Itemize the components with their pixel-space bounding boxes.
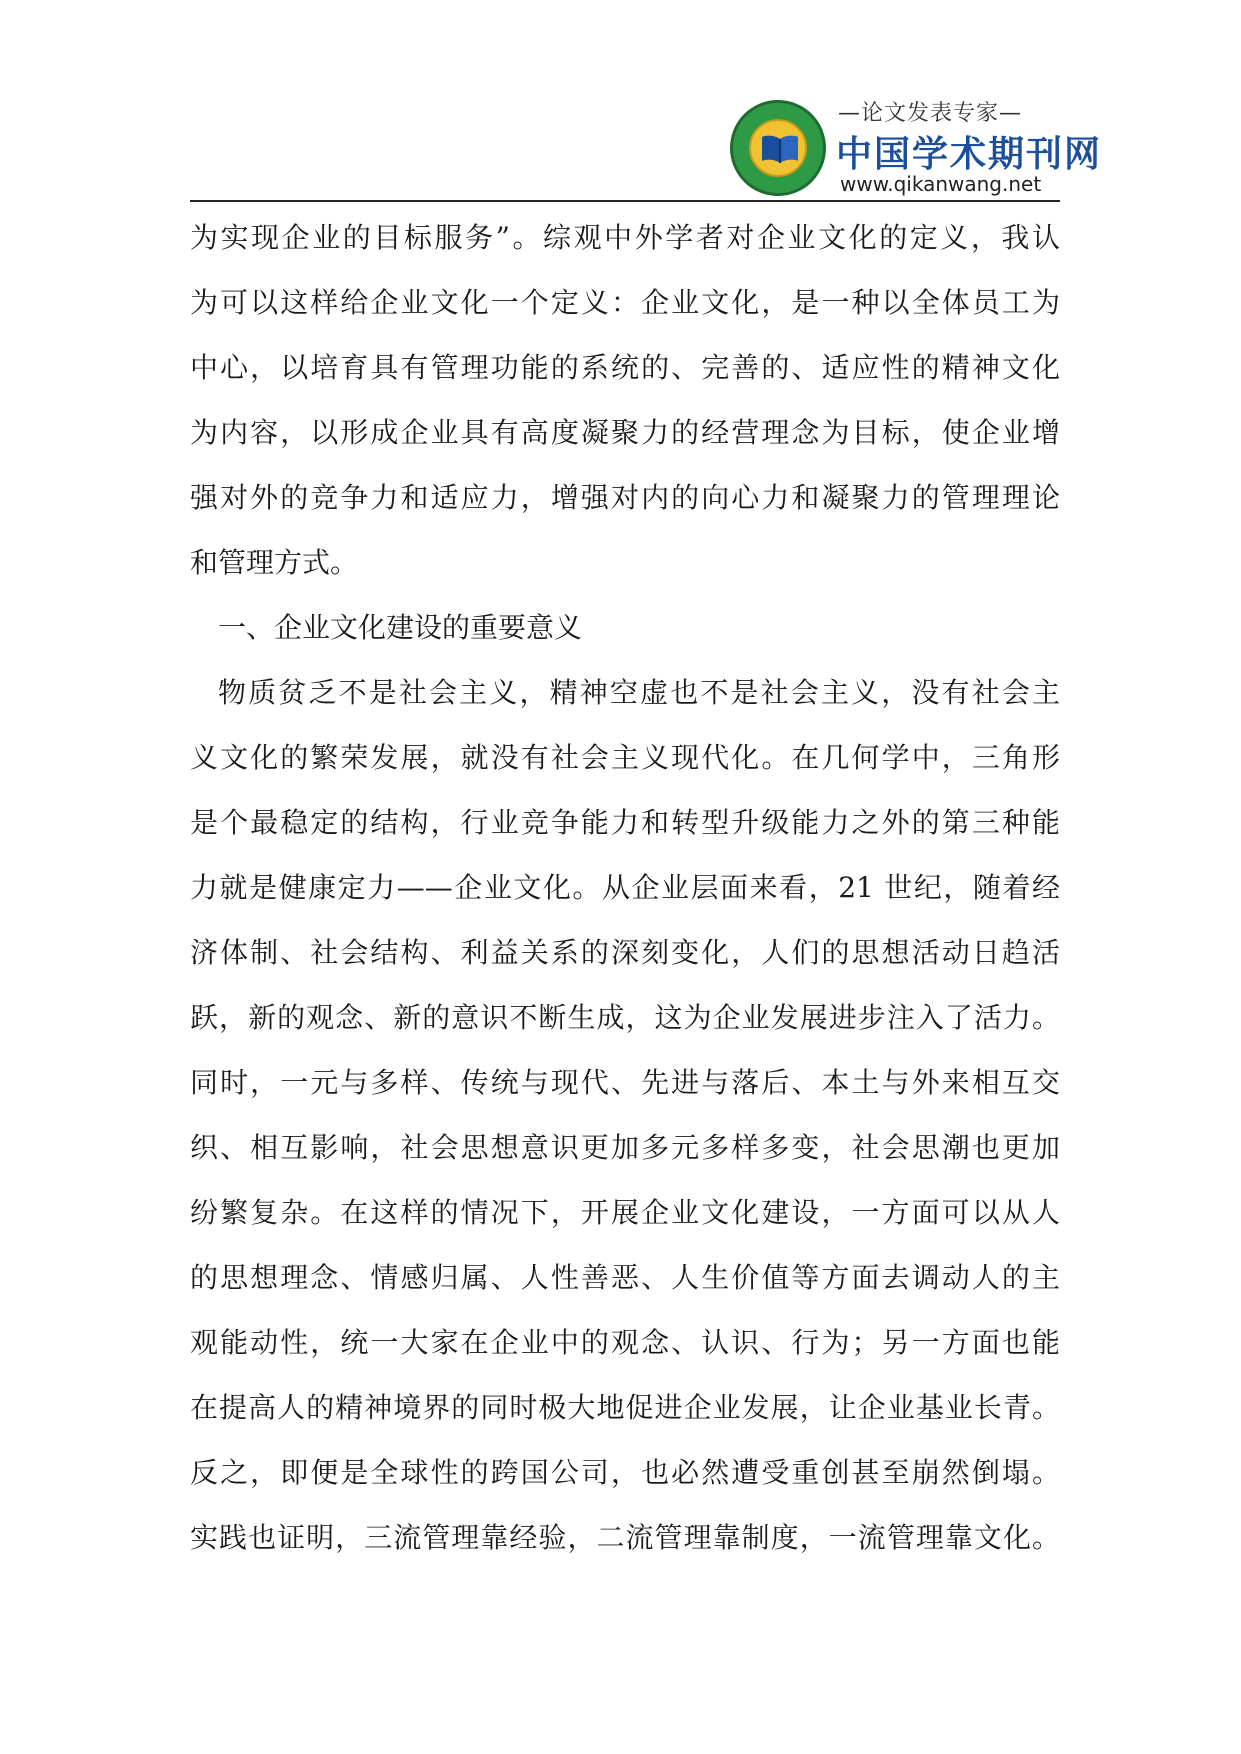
logo-url[interactable]: www.qikanwang.net [840, 172, 1042, 196]
site-logo[interactable] [730, 92, 1103, 196]
text-line: 中心，以培育具有管理功能的系统的、完善的、适应性的精神文化 [190, 351, 1060, 384]
document-body [190, 205, 1060, 1570]
text-line: 纷繁复杂。在这样的情况下，开展企业文化建设，一方面可以从人 [190, 1196, 1060, 1229]
header-divider [190, 200, 1060, 202]
text-line: 在提高人的精神境界的同时极大地促进企业发展，让企业基业长青。 [190, 1391, 1060, 1424]
text-line: 义文化的繁荣发展，就没有社会主义现代化。在几何学中，三角形 [190, 741, 1060, 774]
logo-brand-name: 中国学术期刊网 [836, 134, 1103, 175]
text-line: 济体制、社会结构、利益关系的深刻变化，人们的思想活动日趋活 [190, 936, 1060, 969]
text-line: 强对外的竞争力和适应力，增强对内的向心力和凝聚力的管理理论 [190, 481, 1060, 514]
text-line: 织、相互影响，社会思想意识更加多元多样多变，社会思潮也更加 [190, 1131, 1060, 1164]
section-heading: 一、企业文化建设的重要意义 [218, 611, 583, 644]
text-line: 观能动性，统一大家在企业中的观念、认识、行为；另一方面也能 [190, 1326, 1060, 1359]
text-line: 反之，即便是全球性的跨国公司，也必然遭受重创甚至崩然倒塌。 [190, 1456, 1060, 1489]
text-line: 力就是健康定力——企业文化。从企业层面来看，21 世纪，随着经 [190, 871, 1060, 904]
text-line: 跃，新的观念、新的意识不断生成，这为企业发展进步注入了活力。 [190, 1001, 1060, 1034]
text-line: 实践也证明，三流管理靠经验，二流管理靠制度，一流管理靠文化。 [190, 1521, 1060, 1554]
book-icon [760, 133, 800, 165]
text-line: 为内容，以形成企业具有高度凝聚力的经营理念为目标，使企业增 [190, 416, 1060, 449]
text-line: 同时，一元与多样、传统与现代、先进与落后、本土与外来相互交 [190, 1066, 1060, 1099]
page-header [190, 90, 1103, 202]
logo-slogan: —论文发表专家— [838, 101, 1023, 126]
text-line: 为可以这样给企业文化一个定义：企业文化，是一种以全体员工为 [190, 286, 1060, 319]
text-line: 的思想理念、情感归属、人性善恶、人生价值等方面去调动人的主 [190, 1261, 1060, 1294]
text-line: 和管理方式。 [190, 546, 359, 579]
logo-seal [730, 100, 826, 196]
text-line: 是个最稳定的结构，行业竞争能力和转型升级能力之外的第三种能 [190, 806, 1060, 839]
text-line: 物质贫乏不是社会主义，精神空虚也不是社会主义，没有社会主 [218, 676, 1060, 709]
seal-center [749, 119, 807, 177]
text-line: 为实现企业的目标服务”。综观中外学者对企业文化的定义，我认 [190, 221, 1060, 254]
